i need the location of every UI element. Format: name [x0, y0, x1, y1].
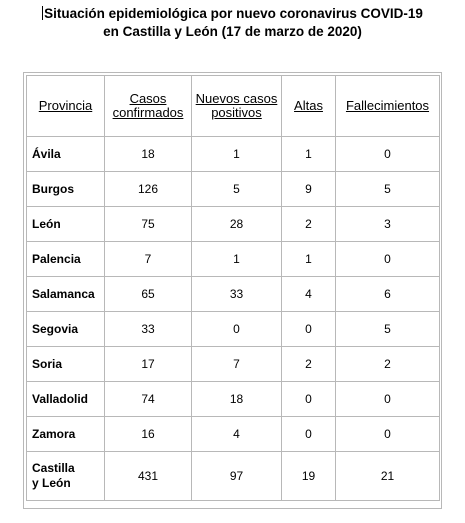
cell-nuevos: 4 — [192, 417, 282, 452]
table-row — [27, 277, 440, 312]
cell-provincia: Palencia — [27, 242, 105, 277]
table-row-total — [27, 452, 440, 501]
cell-altas-total: 19 — [282, 452, 336, 501]
cell-nuevos: 18 — [192, 382, 282, 417]
cell-casos: 126 — [105, 172, 192, 207]
cell-altas: 1 — [282, 137, 336, 172]
total-label-line-1: Castilla — [32, 461, 75, 475]
cell-nuevos-total: 97 — [192, 452, 282, 501]
cell-fallecimientos: 3 — [336, 207, 440, 242]
table-row — [27, 137, 440, 172]
title-line-1: Situación epidemiológica por nuevo coronavirus COVID-19 — [44, 6, 423, 21]
cell-altas: 1 — [282, 242, 336, 277]
table-row — [27, 382, 440, 417]
cell-nuevos: 5 — [192, 172, 282, 207]
table-header-row — [27, 76, 440, 137]
table-row — [27, 347, 440, 382]
cell-fallecimientos: 2 — [336, 347, 440, 382]
cell-provincia: Burgos — [27, 172, 105, 207]
document-title — [0, 5, 465, 41]
cell-altas: 2 — [282, 207, 336, 242]
cell-provincia: Salamanca — [27, 277, 105, 312]
cell-fallecimientos: 5 — [336, 172, 440, 207]
cell-fallecimientos: 0 — [336, 242, 440, 277]
cell-casos: 65 — [105, 277, 192, 312]
cell-casos: 75 — [105, 207, 192, 242]
cell-fallecimientos-total: 21 — [336, 452, 440, 501]
table-row — [27, 242, 440, 277]
cell-altas: 2 — [282, 347, 336, 382]
cell-provincia-total — [27, 452, 105, 501]
cell-fallecimientos: 5 — [336, 312, 440, 347]
cell-provincia: Zamora — [27, 417, 105, 452]
cell-nuevos: 0 — [192, 312, 282, 347]
cell-provincia: Segovia — [27, 312, 105, 347]
header-altas: Altas — [282, 76, 336, 137]
text-cursor — [42, 6, 43, 20]
cell-nuevos: 28 — [192, 207, 282, 242]
cell-provincia: León — [27, 207, 105, 242]
cell-casos: 74 — [105, 382, 192, 417]
cell-altas: 0 — [282, 382, 336, 417]
header-casos-confirmados: Casos confirmados — [105, 76, 192, 137]
table-row — [27, 207, 440, 242]
cell-altas: 4 — [282, 277, 336, 312]
cell-nuevos: 7 — [192, 347, 282, 382]
cell-provincia: Soria — [27, 347, 105, 382]
cell-nuevos: 1 — [192, 137, 282, 172]
header-nuevos-casos-positivos: Nuevos casos positivos — [192, 76, 282, 137]
header-fallecimientos: Fallecimientos — [336, 76, 440, 137]
epidemiology-table — [26, 75, 440, 501]
table-row — [27, 312, 440, 347]
table-row — [27, 417, 440, 452]
cell-casos: 7 — [105, 242, 192, 277]
cell-casos: 16 — [105, 417, 192, 452]
cell-fallecimientos: 0 — [336, 417, 440, 452]
cell-fallecimientos: 6 — [336, 277, 440, 312]
title-line-2: en Castilla y León (17 de marzo de 2020) — [103, 24, 362, 39]
cell-fallecimientos: 0 — [336, 137, 440, 172]
cell-casos: 18 — [105, 137, 192, 172]
cell-casos: 33 — [105, 312, 192, 347]
cell-provincia: Valladolid — [27, 382, 105, 417]
cell-casos: 17 — [105, 347, 192, 382]
cell-altas: 0 — [282, 417, 336, 452]
cell-altas: 9 — [282, 172, 336, 207]
cell-altas: 0 — [282, 312, 336, 347]
table-row — [27, 172, 440, 207]
cell-fallecimientos: 0 — [336, 382, 440, 417]
cell-nuevos: 33 — [192, 277, 282, 312]
cell-nuevos: 1 — [192, 242, 282, 277]
header-provincia: Provincia — [27, 76, 105, 137]
cell-casos-total: 431 — [105, 452, 192, 501]
total-label-line-2: y León — [32, 476, 71, 490]
cell-provincia: Ávila — [27, 137, 105, 172]
